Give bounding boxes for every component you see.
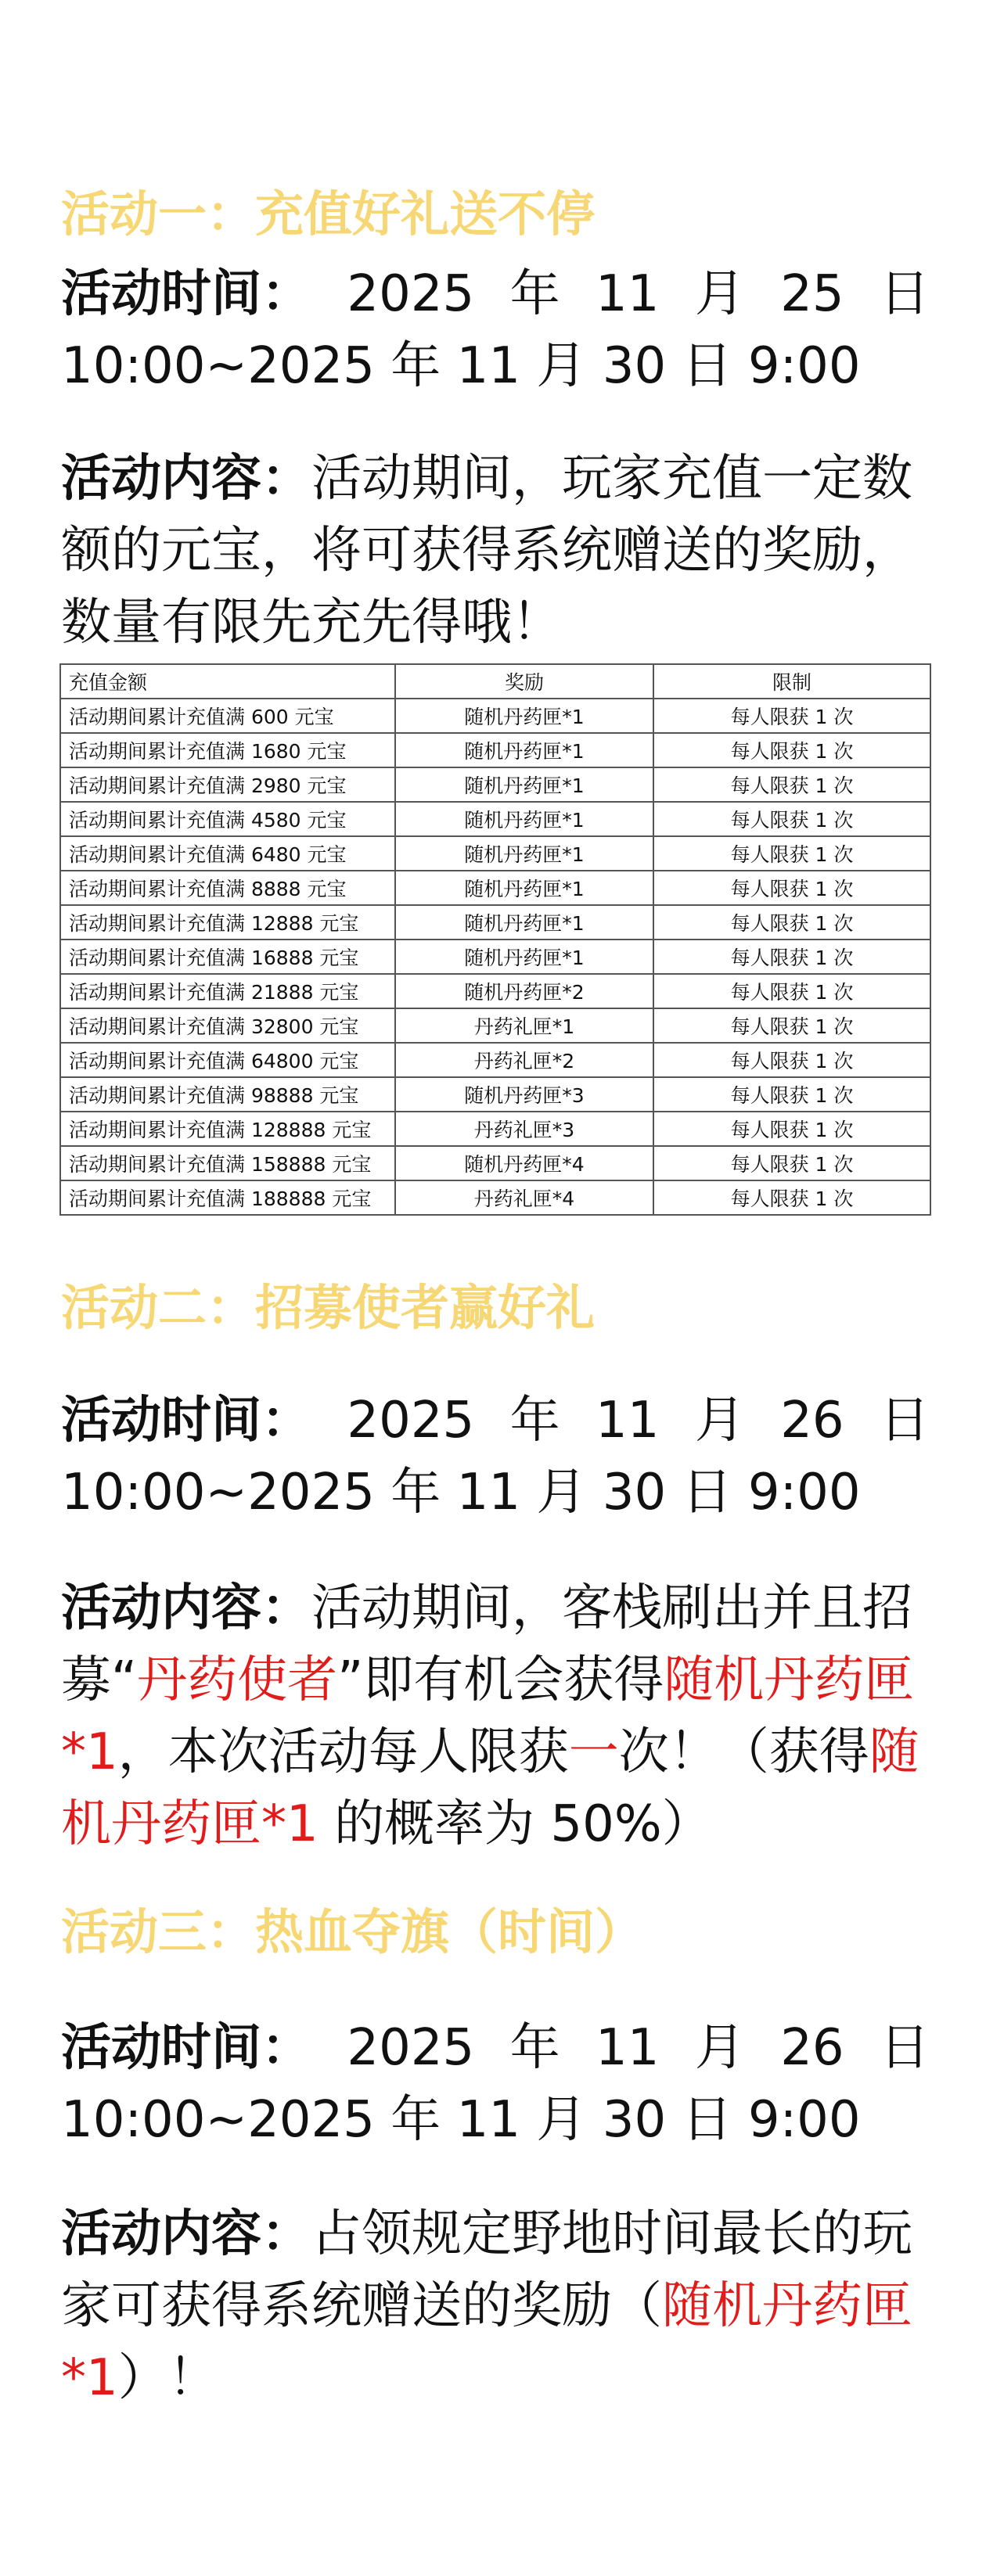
cell-reward: 随机丹药匣*1 [395,733,653,767]
cell-amount: 活动期间累计充值满 98888 元宝 [60,1077,395,1112]
highlight-segment: 随机丹药匣*1 [61,2277,912,2407]
cell-reward: 随机丹药匣*2 [395,974,653,1008]
activity3-time-line1 [61,2012,930,2084]
cell-amount: 活动期间累计充值满 8888 元宝 [60,871,395,905]
cell-reward: 丹药礼匣*3 [395,1112,653,1146]
cell-limit: 每人限获 1 次 [653,1043,930,1077]
highlight-segment: 随机丹药匣*1 [61,1723,919,1853]
activity3-content-label: 活动内容： [61,2205,311,2263]
cell-amount: 活动期间累计充值满 158888 元宝 [60,1146,395,1180]
cell-amount: 活动期间累计充值满 12888 元宝 [60,905,395,940]
activity1-content-label: 活动内容： [61,450,311,508]
cell-limit: 每人限获 1 次 [653,1008,930,1043]
table-row [60,974,930,1008]
table-row [60,1008,930,1043]
highlight-segment: 随机丹药匣*1 [61,1651,915,1781]
cell-reward: 随机丹药匣*1 [395,767,653,802]
content-segment: ”即有机会获得 [337,1651,664,1709]
activity3-content [61,2198,930,2414]
cell-limit: 每人限获 1 次 [653,974,930,1008]
activity2-content [61,1572,930,1860]
cell-reward: 随机丹药匣*4 [395,1146,653,1180]
time-part: 日 [880,265,930,323]
cell-reward: 随机丹药匣*1 [395,802,653,836]
cell-limit: 每人限获 1 次 [653,836,930,871]
cell-reward: 随机丹药匣*1 [395,871,653,905]
time-part: 日 [880,2019,930,2077]
cell-reward: 丹药礼匣*2 [395,1043,653,1077]
reward-table-grid [59,663,931,1216]
activity2-time [61,1385,930,1529]
activity2-content-label: 活动内容： [61,1579,311,1637]
header-reward: 奖励 [395,664,653,699]
activity1-time-line2: 10:00~2025 年 11 月 30 日 9:00 [61,337,861,395]
cell-reward: 丹药礼匣*1 [395,1008,653,1043]
time-part: 26 [780,1392,844,1450]
time-part: 11 [596,1392,660,1450]
content-segment: 的概率为 50%） [318,1795,712,1853]
header-amount: 充值金额 [60,664,395,699]
cell-limit: 每人限获 1 次 [653,871,930,905]
cell-amount: 活动期间累计充值满 4580 元宝 [60,802,395,836]
activity3-time-line2: 10:00~2025 年 11 月 30 日 9:00 [61,2091,861,2149]
cell-amount: 活动期间累计充值满 2980 元宝 [60,767,395,802]
cell-reward: 随机丹药匣*1 [395,836,653,871]
cell-limit: 每人限获 1 次 [653,1180,930,1215]
activity1-title: 活动一：充值好礼送不停 [61,185,596,243]
time-part: 日 [880,1392,930,1450]
table-row [60,699,930,733]
cell-reward: 随机丹药匣*3 [395,1077,653,1112]
time-part: 11 [596,265,660,323]
table-row [60,1180,930,1215]
time-part: 月 [694,1392,745,1450]
table-row [60,1043,930,1077]
cell-limit: 每人限获 1 次 [653,733,930,767]
time-part: 26 [780,2019,844,2077]
time-part: 2025 [347,1392,475,1450]
table-row [60,733,930,767]
table-body [60,699,930,1215]
cell-reward: 随机丹药匣*1 [395,905,653,940]
cell-reward: 丹药礼匣*4 [395,1180,653,1215]
time-part: 年 [509,1392,560,1450]
cell-amount: 活动期间累计充值满 16888 元宝 [60,940,395,974]
activity2-time-line1 [61,1385,930,1457]
time-part: 年 [509,2019,560,2077]
activity1-content-text: 活动期间，玩家充值一定数额的元宝，将可获得系统赠送的奖励，数量有限先充先得哦！ [61,450,912,652]
content-segment: 活动期间，客栈刷出并且招募“ [61,1579,912,1709]
cell-limit: 每人限获 1 次 [653,1077,930,1112]
content-segment: 次！（获得 [618,1723,869,1781]
time-part: 2025 [347,2019,475,2077]
cell-amount: 活动期间累计充值满 6480 元宝 [60,836,395,871]
activity1-content [61,443,930,659]
cell-limit: 每人限获 1 次 [653,699,930,733]
header-limit: 限制 [653,664,930,699]
activity2-title: 活动二：招募使者赢好礼 [61,1279,596,1336]
cell-limit: 每人限获 1 次 [653,802,930,836]
highlight-segment: 一 [568,1723,619,1781]
table-row [60,871,930,905]
activity1-time-label: 活动时间： [61,265,311,323]
cell-reward: 随机丹药匣*1 [395,940,653,974]
cell-limit: 每人限获 1 次 [653,940,930,974]
cell-amount: 活动期间累计充值满 21888 元宝 [60,974,395,1008]
time-part: 年 [509,265,560,323]
cell-amount: 活动期间累计充值满 188888 元宝 [60,1180,395,1215]
highlight-segment: 丹药使者 [137,1651,338,1709]
time-part: 2025 [347,265,475,323]
activity3-time [61,2012,930,2156]
table-row [60,767,930,802]
activity3-title: 活动三：热血夺旗（时间） [61,1903,644,1960]
cell-limit: 每人限获 1 次 [653,767,930,802]
cell-reward: 随机丹药匣*1 [395,699,653,733]
table-row [60,1077,930,1112]
time-part: 25 [780,265,844,323]
cell-limit: 每人限获 1 次 [653,905,930,940]
table-row [60,940,930,974]
cell-amount: 活动期间累计充值满 1680 元宝 [60,733,395,767]
table-row [60,1112,930,1146]
activity3-time-label: 活动时间： [61,2019,311,2077]
reward-table [59,663,930,1216]
time-part: 11 [596,2019,660,2077]
content-segment: ）！ [117,2349,218,2407]
content-segment: ，本次活动每人限获 [117,1723,569,1781]
table-row [60,905,930,940]
time-part: 月 [694,265,745,323]
table-row [60,1146,930,1180]
cell-limit: 每人限获 1 次 [653,1112,930,1146]
cell-amount: 活动期间累计充值满 64800 元宝 [60,1043,395,1077]
activity1-time [61,258,930,402]
content-segment: 占领规定野地时间最长的玩家可获得系统赠送的奖励（ [61,2205,912,2335]
cell-limit: 每人限获 1 次 [653,1146,930,1180]
table-header-row [60,664,930,699]
activity2-time-label: 活动时间： [61,1392,311,1450]
table-row [60,836,930,871]
cell-amount: 活动期间累计充值满 32800 元宝 [60,1008,395,1043]
cell-amount: 活动期间累计充值满 600 元宝 [60,699,395,733]
activity1-time-line1 [61,258,930,330]
table-row [60,802,930,836]
activity2-time-line2: 10:00~2025 年 11 月 30 日 9:00 [61,1464,861,1522]
cell-amount: 活动期间累计充值满 128888 元宝 [60,1112,395,1146]
time-part: 月 [694,2019,745,2077]
